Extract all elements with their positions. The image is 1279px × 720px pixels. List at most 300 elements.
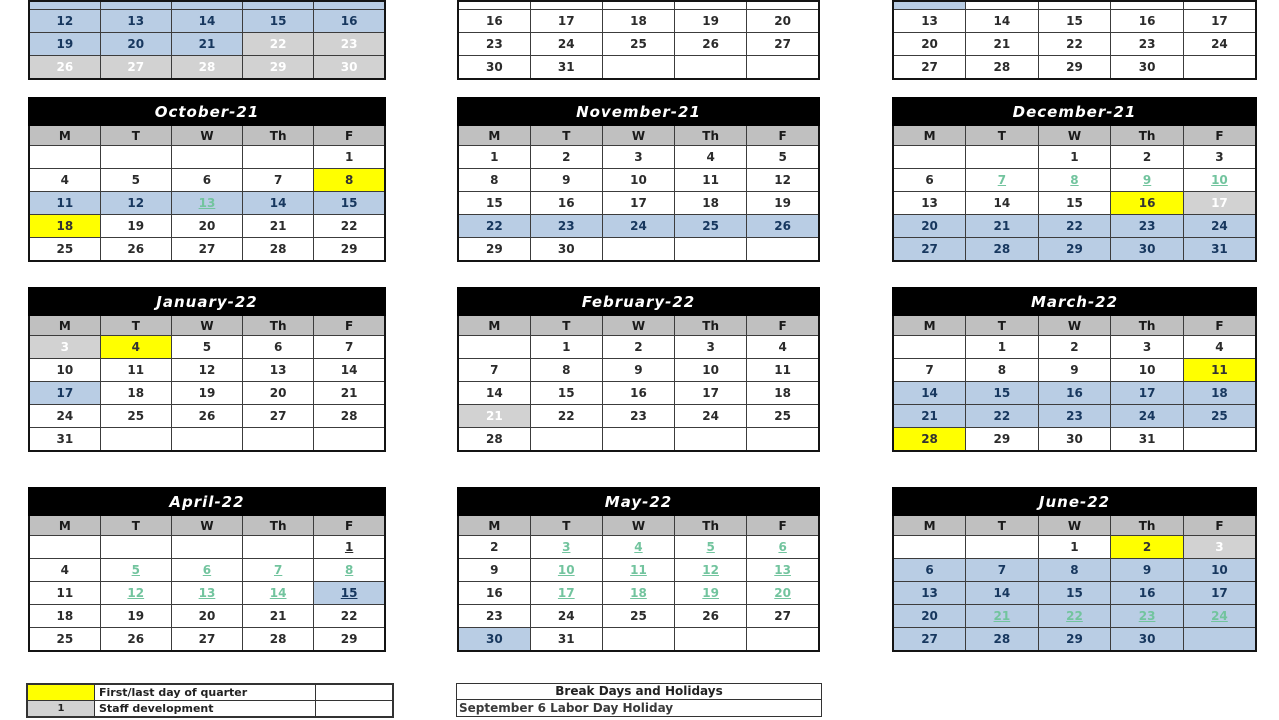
day-cell: [171, 536, 242, 559]
day-cell: 24: [602, 215, 674, 238]
day-cell: 6: [243, 336, 314, 359]
weekday-header: Th: [1111, 315, 1184, 336]
day-cell: 30: [1111, 238, 1184, 262]
day-cell-partial: [458, 1, 530, 10]
weekday-header: W: [602, 515, 674, 536]
month-title: January-22: [29, 288, 385, 315]
weekday-header: M: [458, 315, 530, 336]
day-cell-partial: [602, 1, 674, 10]
day-cell: [29, 536, 100, 559]
day-cell: 17: [530, 10, 602, 33]
day-cell: 20: [171, 605, 242, 628]
day-cell: 5: [171, 336, 242, 359]
calendar-february-22: [457, 287, 820, 452]
weekday-header: T: [100, 125, 171, 146]
calendar-top-left-partial: [28, 0, 386, 80]
weekday-header: T: [530, 315, 602, 336]
day-cell: 7: [966, 169, 1039, 192]
day-cell: 14: [243, 582, 314, 605]
calendar-may-22: [457, 487, 820, 652]
day-cell: 29: [1038, 56, 1111, 80]
weekday-header: Th: [1111, 125, 1184, 146]
day-cell-partial: [1111, 1, 1184, 10]
day-cell: 27: [100, 56, 171, 80]
day-cell: 8: [1038, 169, 1111, 192]
day-cell: 7: [458, 359, 530, 382]
day-cell: 6: [171, 559, 242, 582]
calendar-june-22: [892, 487, 1257, 652]
day-cell: 15: [1038, 192, 1111, 215]
calendar-top-middle-partial: [457, 0, 820, 80]
day-cell: 20: [100, 33, 171, 56]
day-cell: 3: [530, 536, 602, 559]
day-cell: 4: [675, 146, 747, 169]
day-cell: 17: [1183, 582, 1256, 605]
day-cell: 31: [530, 628, 602, 652]
day-cell: 20: [747, 10, 819, 33]
day-cell: 13: [893, 192, 966, 215]
legend-label: First/last day of quarter: [95, 684, 316, 701]
day-cell-partial: [1038, 1, 1111, 10]
day-cell: 19: [675, 10, 747, 33]
calendar-top-right-partial: [892, 0, 1257, 80]
day-cell: 2: [1111, 146, 1184, 169]
day-cell: 24: [29, 405, 100, 428]
day-cell: [100, 146, 171, 169]
day-cell: 25: [100, 405, 171, 428]
day-cell-partial: [1183, 1, 1256, 10]
day-cell: [602, 628, 674, 652]
day-cell: 28: [458, 428, 530, 452]
day-cell: 13: [171, 582, 242, 605]
day-cell: 12: [100, 582, 171, 605]
day-cell: 23: [458, 605, 530, 628]
day-cell: 21: [458, 405, 530, 428]
day-cell: 6: [747, 536, 819, 559]
day-cell: 25: [29, 628, 100, 652]
day-cell: 30: [1111, 628, 1184, 652]
day-cell: 28: [893, 428, 966, 452]
weekday-header: F: [747, 515, 819, 536]
month-title: March-22: [893, 288, 1256, 315]
day-cell: 13: [747, 559, 819, 582]
weekday-header: Th: [675, 125, 747, 146]
day-cell: 15: [314, 192, 385, 215]
day-cell: 19: [675, 582, 747, 605]
day-cell: 17: [1183, 192, 1256, 215]
day-cell: 15: [530, 382, 602, 405]
break-day-entry: September 6 Labor Day Holiday: [456, 700, 822, 717]
month-title: June-22: [893, 488, 1256, 515]
day-cell: 8: [966, 359, 1039, 382]
day-cell: 30: [458, 56, 530, 80]
day-cell: 25: [747, 405, 819, 428]
weekday-header: Th: [675, 515, 747, 536]
day-cell: 22: [966, 405, 1039, 428]
day-cell: 21: [893, 405, 966, 428]
day-cell: 1: [966, 336, 1039, 359]
day-cell: 15: [1038, 10, 1111, 33]
weekday-header: F: [314, 315, 385, 336]
day-cell: [458, 336, 530, 359]
day-cell: 26: [747, 215, 819, 238]
day-cell: 17: [675, 382, 747, 405]
day-cell-partial: [100, 1, 171, 10]
legend-break-days: [456, 683, 822, 717]
weekday-header: W: [171, 125, 242, 146]
day-cell: 6: [893, 559, 966, 582]
day-cell: 8: [314, 559, 385, 582]
day-cell: 2: [458, 536, 530, 559]
day-cell: 7: [314, 336, 385, 359]
day-cell: [966, 536, 1039, 559]
day-cell: 26: [100, 238, 171, 262]
day-cell: [602, 56, 674, 80]
weekday-header: T: [530, 515, 602, 536]
day-cell: 2: [602, 336, 674, 359]
calendar-april-22: [28, 487, 386, 652]
day-cell: [747, 428, 819, 452]
day-cell: 10: [1183, 559, 1256, 582]
day-cell: 26: [675, 33, 747, 56]
weekday-header: M: [458, 125, 530, 146]
day-cell: 27: [893, 628, 966, 652]
day-cell: 2: [530, 146, 602, 169]
weekday-header: M: [893, 515, 966, 536]
day-cell: 28: [966, 628, 1039, 652]
calendar-october-21: [28, 97, 386, 262]
day-cell: 4: [602, 536, 674, 559]
day-cell: [314, 428, 385, 452]
day-cell: 23: [1111, 215, 1184, 238]
day-cell: 13: [893, 582, 966, 605]
legend-filler-cell: [316, 701, 394, 718]
day-cell-partial: [29, 1, 100, 10]
day-cell: 23: [1111, 605, 1184, 628]
day-cell: 16: [1111, 582, 1184, 605]
day-cell: 23: [1111, 33, 1184, 56]
legend-filler-cell: [316, 684, 394, 701]
day-cell: 19: [747, 192, 819, 215]
day-cell: 9: [1038, 359, 1111, 382]
day-cell: 26: [171, 405, 242, 428]
day-cell: 24: [1183, 33, 1256, 56]
day-cell: 20: [893, 605, 966, 628]
day-cell: [243, 428, 314, 452]
day-cell: 22: [1038, 33, 1111, 56]
day-cell: 14: [458, 382, 530, 405]
day-cell: [1183, 56, 1256, 80]
day-cell: 15: [314, 582, 385, 605]
weekday-header: Th: [675, 315, 747, 336]
day-cell-partial: [966, 1, 1039, 10]
weekday-header: M: [29, 315, 100, 336]
day-cell: [675, 428, 747, 452]
month-title: December-21: [893, 98, 1256, 125]
day-cell: 25: [675, 215, 747, 238]
day-cell: 10: [1111, 359, 1184, 382]
day-cell: 1: [1038, 536, 1111, 559]
day-cell: 23: [1038, 405, 1111, 428]
day-cell: 24: [530, 605, 602, 628]
day-cell: 18: [747, 382, 819, 405]
day-cell: 28: [243, 238, 314, 262]
day-cell: 10: [29, 359, 100, 382]
weekday-header: Th: [243, 125, 314, 146]
day-cell: 21: [314, 382, 385, 405]
day-cell: 11: [100, 359, 171, 382]
day-cell: 8: [530, 359, 602, 382]
month-title: February-22: [458, 288, 819, 315]
weekday-header: M: [29, 515, 100, 536]
day-cell: [747, 238, 819, 262]
weekday-header: T: [966, 515, 1039, 536]
day-cell: 14: [171, 10, 242, 33]
day-cell: 9: [602, 359, 674, 382]
day-cell: [747, 628, 819, 652]
day-cell: 4: [100, 336, 171, 359]
day-cell: 16: [458, 10, 530, 33]
day-cell: 15: [966, 382, 1039, 405]
day-cell: 18: [1183, 382, 1256, 405]
weekday-header: W: [1038, 515, 1111, 536]
day-cell: 31: [530, 56, 602, 80]
month-title: November-21: [458, 98, 819, 125]
day-cell: 4: [747, 336, 819, 359]
day-cell: 19: [171, 382, 242, 405]
weekday-header: M: [458, 515, 530, 536]
weekday-header: Th: [243, 515, 314, 536]
day-cell: 16: [1111, 192, 1184, 215]
weekday-header: W: [602, 125, 674, 146]
day-cell: 17: [1111, 382, 1184, 405]
day-cell: 8: [1038, 559, 1111, 582]
day-cell: 12: [29, 10, 100, 33]
weekday-header: W: [171, 515, 242, 536]
day-cell: 12: [171, 359, 242, 382]
day-cell: 3: [602, 146, 674, 169]
day-cell: 31: [29, 428, 100, 452]
day-cell: 7: [893, 359, 966, 382]
day-cell-partial: [675, 1, 747, 10]
day-cell: 14: [966, 10, 1039, 33]
day-cell: 5: [747, 146, 819, 169]
day-cell: 7: [243, 169, 314, 192]
day-cell: 24: [1111, 405, 1184, 428]
day-cell: 31: [1183, 238, 1256, 262]
day-cell: 16: [602, 382, 674, 405]
day-cell: 14: [243, 192, 314, 215]
day-cell: 1: [530, 336, 602, 359]
day-cell: 16: [530, 192, 602, 215]
day-cell: 28: [243, 628, 314, 652]
day-cell: 16: [1038, 382, 1111, 405]
day-cell: 29: [243, 56, 314, 80]
day-cell: 29: [966, 428, 1039, 452]
day-cell: 3: [29, 336, 100, 359]
day-cell-partial: [530, 1, 602, 10]
day-cell: 5: [100, 169, 171, 192]
day-cell: [29, 146, 100, 169]
day-cell: [243, 536, 314, 559]
day-cell: 3: [1183, 146, 1256, 169]
day-cell: 24: [1183, 605, 1256, 628]
day-cell: 13: [243, 359, 314, 382]
day-cell: [893, 336, 966, 359]
day-cell: 29: [458, 238, 530, 262]
day-cell: 23: [314, 33, 385, 56]
day-cell: [171, 428, 242, 452]
day-cell: 16: [314, 10, 385, 33]
day-cell: 25: [1183, 405, 1256, 428]
weekday-header: M: [893, 125, 966, 146]
day-cell: 26: [100, 628, 171, 652]
legend-label: Staff development: [95, 701, 316, 718]
day-cell: 27: [171, 628, 242, 652]
day-cell: 22: [243, 33, 314, 56]
day-cell: 8: [458, 169, 530, 192]
day-cell: 26: [675, 605, 747, 628]
day-cell: 30: [458, 628, 530, 652]
weekday-header: F: [747, 125, 819, 146]
day-cell: 12: [675, 559, 747, 582]
day-cell: 18: [29, 215, 100, 238]
staff-development-color-swatch: 1: [27, 701, 95, 718]
day-cell: 29: [1038, 238, 1111, 262]
day-cell: 14: [893, 382, 966, 405]
day-cell: 17: [29, 382, 100, 405]
weekday-header: W: [1038, 125, 1111, 146]
day-cell: 4: [29, 169, 100, 192]
day-cell: 2: [1038, 336, 1111, 359]
day-cell: [100, 536, 171, 559]
day-cell: [530, 428, 602, 452]
day-cell: 28: [966, 238, 1039, 262]
day-cell: 6: [893, 169, 966, 192]
legend-row-staff-development: [27, 701, 393, 718]
day-cell: [1183, 628, 1256, 652]
weekday-header: M: [29, 125, 100, 146]
day-cell: 22: [458, 215, 530, 238]
weekday-header: F: [314, 125, 385, 146]
weekday-header: F: [1183, 125, 1256, 146]
day-cell: 27: [171, 238, 242, 262]
day-cell: 6: [171, 169, 242, 192]
day-cell: [675, 56, 747, 80]
calendar-november-21: [457, 97, 820, 262]
day-cell: 10: [602, 169, 674, 192]
calendar-january-22: [28, 287, 386, 452]
day-cell: 13: [893, 10, 966, 33]
day-cell: 11: [747, 359, 819, 382]
day-cell: [100, 428, 171, 452]
day-cell: 9: [1111, 559, 1184, 582]
day-cell: 20: [747, 582, 819, 605]
day-cell: 10: [1183, 169, 1256, 192]
weekday-header: W: [602, 315, 674, 336]
day-cell: 16: [1111, 10, 1184, 33]
day-cell: [893, 146, 966, 169]
day-cell: 20: [243, 382, 314, 405]
day-cell: 11: [1183, 359, 1256, 382]
calendar-december-21: [892, 97, 1257, 262]
day-cell: 22: [530, 405, 602, 428]
day-cell: 12: [100, 192, 171, 215]
weekday-header: T: [100, 315, 171, 336]
day-cell: 11: [29, 192, 100, 215]
day-cell: 9: [1111, 169, 1184, 192]
day-cell: 3: [1183, 536, 1256, 559]
day-cell: 25: [602, 605, 674, 628]
day-cell: 21: [243, 215, 314, 238]
day-cell: 30: [1111, 56, 1184, 80]
day-cell: 19: [100, 215, 171, 238]
day-cell: 27: [893, 238, 966, 262]
day-cell: 19: [100, 605, 171, 628]
day-cell: 1: [314, 146, 385, 169]
weekday-header: T: [966, 315, 1039, 336]
day-cell: [675, 628, 747, 652]
day-cell: 15: [458, 192, 530, 215]
day-cell: 11: [602, 559, 674, 582]
day-cell: 21: [171, 33, 242, 56]
day-cell: 23: [530, 215, 602, 238]
day-cell: 4: [29, 559, 100, 582]
legend-row-quarter: [27, 684, 393, 701]
day-cell: 20: [893, 215, 966, 238]
day-cell: [893, 536, 966, 559]
day-cell-partial: [747, 1, 819, 10]
day-cell: 17: [602, 192, 674, 215]
day-cell-partial: [893, 1, 966, 10]
day-cell: 22: [1038, 215, 1111, 238]
weekday-header: F: [1183, 315, 1256, 336]
day-cell-partial: [171, 1, 242, 10]
day-cell: 18: [675, 192, 747, 215]
day-cell: 13: [171, 192, 242, 215]
day-cell: 20: [171, 215, 242, 238]
day-cell: 28: [314, 405, 385, 428]
weekday-header: Th: [1111, 515, 1184, 536]
day-cell: 9: [530, 169, 602, 192]
day-cell: 1: [314, 536, 385, 559]
day-cell: 18: [100, 382, 171, 405]
weekday-header: Th: [243, 315, 314, 336]
weekday-header: T: [100, 515, 171, 536]
day-cell: 10: [530, 559, 602, 582]
day-cell: 1: [1038, 146, 1111, 169]
day-cell: 12: [747, 169, 819, 192]
month-title: April-22: [29, 488, 385, 515]
day-cell: 18: [602, 582, 674, 605]
day-cell: 10: [675, 359, 747, 382]
calendar-march-22: [892, 287, 1257, 452]
day-cell: 15: [243, 10, 314, 33]
day-cell: 23: [602, 405, 674, 428]
day-cell: 27: [747, 605, 819, 628]
day-cell: [966, 146, 1039, 169]
day-cell: 14: [314, 359, 385, 382]
weekday-header: F: [1183, 515, 1256, 536]
day-cell: 22: [314, 215, 385, 238]
day-cell: [602, 428, 674, 452]
day-cell: 25: [29, 238, 100, 262]
day-cell: 3: [675, 336, 747, 359]
day-cell: 27: [747, 33, 819, 56]
day-cell: 14: [966, 192, 1039, 215]
break-days-heading: Break Days and Holidays: [456, 683, 822, 700]
day-cell: 19: [29, 33, 100, 56]
